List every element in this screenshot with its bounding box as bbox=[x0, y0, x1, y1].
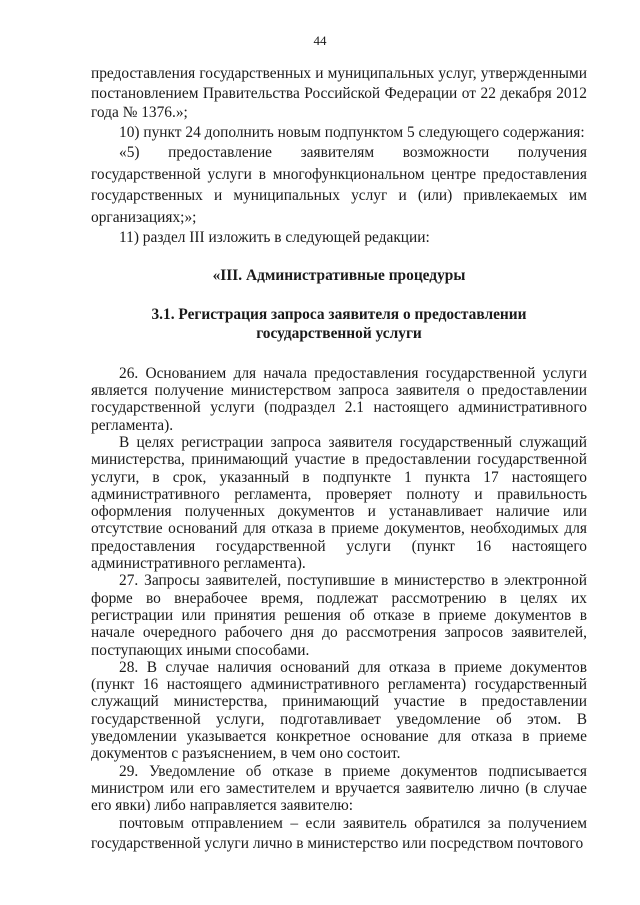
paragraph-26-registration: В целях регистрации запроса заявителя государственный служащий министерства, принимающий участие в предоставлении государственной услуги, в срок, указанный в подпункте 1 пункта 17 настоящего административного регламента, проверяет полноту и правильность оформления полученных документов и устанавливает наличие или отсутствие оснований для отказа в приеме документов, необходимых для предоставления государственной услуги (пункт 16 настоящего административного регламента). bbox=[91, 433, 587, 573]
section-heading: «III. Административные процедуры bbox=[212, 266, 466, 284]
paragraph-27: 27. Запросы заявителей, поступившие в министерство в электронной форме во внерабочее время, подлежат рассмотрению в целях их регистрации или принятия решения об отказе в приеме документов в начале очередного рабочего дня до рассмотрения запросов заявителей, поступающих иными способами. bbox=[91, 572, 587, 659]
paragraph-amendment-intro: предоставления государственных и муниципальных услуг, утвержденными постановлением Правительства Российской Федерации от 22 декабря 2012 года № 1376.»; bbox=[91, 65, 587, 122]
paragraph-29-postal: почтовым отправлением – если заявитель обратился за получением государственной услуги лично в министерство или посредством почтового bbox=[91, 815, 587, 853]
document-body bbox=[91, 64, 587, 854]
subsection-heading-line-1: 3.1. Регистрация запроса заявителя о предоставлении bbox=[151, 305, 527, 323]
paragraph-item-10: 10) пункт 24 дополнить новым подпунктом 5 следующего содержания: bbox=[119, 123, 585, 141]
paragraph-26: 26. Основанием для начала предоставления государственной услуги является получение министерством запроса заявителя о предоставлении государственной услуги (подраздел 2.1 настоящего административного регламента). bbox=[91, 364, 587, 434]
subsection-heading-line-2: государственной услуги bbox=[256, 325, 422, 343]
paragraph-subitem-5: «5) предоставление заявителям возможности получения государственной услуги в многофункциональном центре предоставления государственных и муниципальных услуг и (или) привлекаемых им организациях;»; bbox=[91, 144, 587, 226]
subsection-heading bbox=[91, 305, 587, 344]
paragraph-28: 28. В случае наличия оснований для отказа в приеме документов (пункт 16 настоящего административного регламента) государственный служащий министерства, принимающий участие в предоставлении государственной услуги, подготавливает уведомление об этом. В уведомлении указывается конкретное основание для отказа в приеме документов с разъяснением, в чем оно состоит. bbox=[91, 658, 587, 763]
page-number: 44 bbox=[313, 33, 327, 48]
paragraph-29: 29. Уведомление об отказе в приеме документов подписывается министром или его заместителем и вручается заявителю лично (в случае его явки) либо направляется заявителю: bbox=[91, 762, 587, 815]
paragraph-item-11: 11) раздел III изложить в следующей редакции: bbox=[119, 229, 430, 247]
